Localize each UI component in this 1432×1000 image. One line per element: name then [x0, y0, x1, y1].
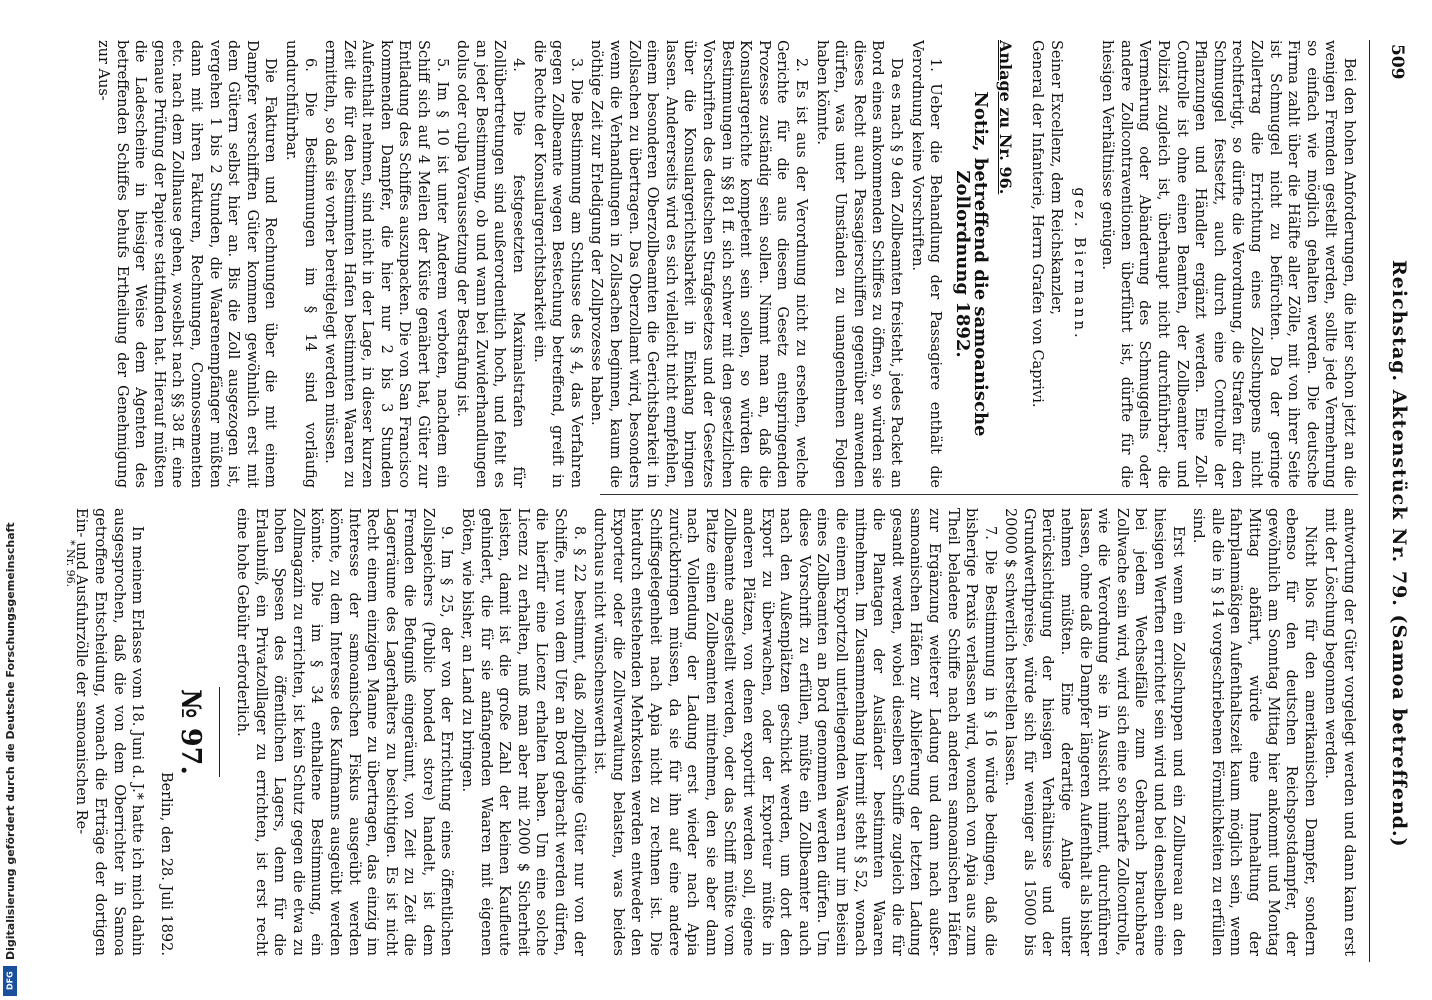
- text-paragraph: Nicht blos für den amerikanischen Dampfer, sondern ebenso für den deutschen Reichspostdampfer, der gewöhnlich am Sonntag Mittag hier ankommt und Montag Mittag abfährt, würde eine Innehaltung der fahrplanmäßigen Aufenthaltszeit kaum möglich sein, wenn alle die in § 14 vorgeschriebenen Förmlichkeiten zu erfüllen sind.: [1190, 508, 1318, 956]
- section-separator: [219, 687, 220, 777]
- left-text-column: [56, 40, 1358, 496]
- page-header: [1369, 40, 1410, 962]
- digitization-credit-strip: [2, 0, 18, 1000]
- digitization-credit-text: Digitalisierung gefördert durch die Deutsche Forschungsgemeinschaft: [4, 522, 17, 960]
- dfg-logo-icon: DFG: [3, 966, 17, 996]
- text-paragraph: 3. Die Bestimmung am Schlusse des § 4, das Verfahren gegen Zollbeamte wegen Bestechung betreffend, greift in die Rechte der Konsulargerichtsbarkeit ein.: [530, 40, 584, 488]
- page-number: 509: [1387, 44, 1407, 80]
- text-paragraph: 5. Im § 10 ist unter Anderem verboten, nachdem ein Schiff sich auf 4 Meilen der Küste genähert hat, Güter zur Entladung des Schiffes auszupacken. Die von San Francisco kommenden Dampfer, die hier nur 2 bis 3 Stunden Aufenthalt nehmen, sind nicht in der Lage, in dieser kurzen Zeit die für den bestimmten Hafen bestimmten Waaren zu ermitteln, so daß sie vorher bereitgelegt werden müssen.: [322, 40, 450, 488]
- column-divider: [600, 494, 1358, 495]
- document-number-heading: № 97.: [175, 689, 207, 775]
- text-paragraph: antwortung der Güter vorgelegt werden und dann kann erst mit der Löschung begonnen werden.: [1322, 508, 1357, 956]
- signature-line: gez. Biermann.: [1070, 187, 1087, 341]
- text-paragraph: 8. § 22 bestimmt, daß zollpflichtige Güter nur von der Schiffe, nur von dem Ufer an Bord gebracht werden dürfen, die hierfür eine Licenz erhalten haben. Um eine solche Licenz zu erhalten, muß man aber mit 2000 $ Sicherheit leisten, damit ist die große Zahl der kleinen Kaufleute gehindert, die für sie anfangenden Waaren mit eigenen Böten, wie bisher, an Land zu bringen.: [459, 508, 587, 956]
- text-paragraph: 6. Die Bestimmungen im § 14 sind vorläufig undurchführbar.: [282, 40, 318, 488]
- note-title: Notiz, betreffend die samoanische Zollordnung 1892.: [951, 91, 992, 437]
- text-paragraph: Bei den hohen Anforderungen, die hier schon jetzt an die wenigen Fremden gestellt werden, sollte jede Vermehrung so einfach wie möglich gehalten werden. Die deutsche Firma zahlt über die Hälfte aller Zölle, mit von ihrer Seite ist Schmuggel nicht zu befürchten. Da der geringe Zollertrag die Errichtung eines Zollschuppens nicht rechtfertigt, so dürfte die Verordnung, die Strafen für den Schmuggel festsetzt, auch durch eine Controlle der Pflanzungen und Händler ergänzt werden. Eine Zoll-Controlle ist ohne einen Beamten, der Zollbeamter und Polizist zugleich ist, überhaupt nicht durchführbar; die Vermehrung oder Abänderung des Schmuggelns oder andere Zollcontraventionen überführt ist, dürfte für die hiesigen Verhältnisse genügen.: [1099, 40, 1357, 488]
- dateline: Berlin, den 28. Juli 1892.: [157, 771, 174, 956]
- address-line: General der Infanterie, Herrn Grafen von Caprivi.: [1029, 40, 1046, 408]
- running-title: Reichstag. Aktenstück Nr. 79. (Samoa betreffend.): [1388, 260, 1410, 848]
- letter-body-paragraph: In meinem Erlasse vom 18. Juni d. J.* hatte ich mich dahin ausgesprochen, daß die von dem Oberrichter in Samoa getroffene Entscheidung, wonach die Erträge der dortigen Ein- und Ausfuhrzölle der samoanischen Re-: [73, 508, 146, 956]
- text-paragraph: Erst wenn ein Zollschuppen und ein Zollbureau an den hiesigen Werften errichtet sein wird und bei denselben eine bei jedem Wechselfälle zum Gebrauch brauchbare Zollwache sein wird, wird sich eine so scharfe Zollcontrolle, wie die Verordnung sie in Aussicht nimmt, durchführen lassen, ohne daß die Dampfer längeren Aufenthalt als bisher nehmen müßten. Eine derartige Anlage unter Berücksichtigung der hiesigen Verhältnisse und der Grundwerthpreise, würde sich für weniger als 15000 bis 20000 $ schwerlich herstellen lassen.: [1002, 508, 1186, 956]
- text-paragraph: 2. Es ist aus der Verordnung nicht zu ersehen, welche Gerichte für die aus diesem Gesetz entspringenden Prozesse zuständig sein sollen. Nimmt man an, daß die Konsulargerichte kompetent sein sollen, so würden die Bestimmungen in §§ 81 ff. sich schwer mit den gesetzlichen Vorschriften des deutschen Strafgesetzes und der Gesetzes über die Konsulargerichtsbarkeit in Einklang bringen lassen. Andererseits wird es sich vielleicht nicht empfehlen, einem besonderen Oberzollbeamten die Gerichtsbarkeit in Zollsachen zu übertragen. Das Oberzollamt wird, besonders wenn die Verhandlungen in Zollsachen beginnen, kaum die nöthige Zeit zur Erledigung der Zollprozesse haben.: [588, 40, 809, 488]
- address-line: Seiner Excellenz, dem Reichskanzler,: [1048, 40, 1065, 315]
- footnote: * Nr. 96.: [63, 540, 77, 588]
- text-paragraph: 9. Im § 25, der von der Errichtung eines öffentlichen Zollspeichers (Public bonded store) handelt, ist dem Fremden die Befugniß eingeräumt, von Zeit zu Zeit die Lagerräume des Lagerhalters zu besichtigen. Es ist nicht Recht einem einzigen Manne zu übertragen, das einzig im Interesse der samoanischen Fiskus ausgeübt werden könnte, zu dem Interesse des Kaufmanns ausgeübt werden könnte. Die im § 34 enthaltene Bestimmung, ein Zollmagazin zu errichten, ist kein Schutz gegen die etwa zu hohen Spesen des öffentlichen Lagers, denn für die Erlaubniß, ein Privatzolllager zu errichten, ist erst recht eine hohe Gebühr erforderlich.: [233, 508, 455, 956]
- text-paragraph: 4. Die festgesetzten Maximalstrafen für Zollübertretungen sind außerordentlich hoch, und fehlt es an jeder Bestimmung, ob und wann bei Zuwiderhandlungen dolus oder culpa Voraussetzung der Bestrafung ist.: [454, 40, 527, 488]
- text-paragraph: Da es nach § 9 den Zollbeamten freisteht, jedes Packet an Bord eines ankommenden Schiffes zu öffnen, so würden sie dieses Recht auch Passagierschiffen gegenüber anwenden dürfen, was unter Umständen zu unangenehmen Folgen haben könnte.: [813, 40, 904, 488]
- annex-heading: Anlage zu Nr. 96.: [995, 40, 1015, 195]
- text-paragraph: 1. Ueber die Behandlung der Passagiere enthält die Verordnung keine Vorschriften.: [908, 40, 944, 488]
- text-paragraph: Die Fakturen und Rechnungen über die mit einem Dampfer verschifften Güter kommen gewöhnlich erst mit dem Gütern selbst hier an. Bis die Zoll ausgezogen ist, vergehen 1 bis 2 Stunden, die Waarenempfänger müßten dann mit ihren Fakturen, Rechnungen, Connossementen etc. nach dem Zollhause gehen, woselbst nach §§ 38 ff. eine genaue Prüfung der Papiere stattfinden hat. Hierauf müßten die Ladescheine in hiesiger Weise dem Agenten des betreffenden Schiffes behufs Ertheilung der Genehmigung zur Aus-: [95, 40, 279, 488]
- right-text-column: [56, 508, 1358, 956]
- text-paragraph: 7. Die Bestimmung in § 16 würde bedingen, daß die bisherige Praxis verlassen wird, wonach von Apia aus zum Theil beladene Schiffe nach anderen samoanischen Häfen zur Ergänzung weiterer Ladung und dann nach außer-samoanischen Häfen zur Ablieferung der letzten Ladung gesandt werden, wobei dieselben Schiffe zugleich die für die Plantagen der Ausländer bestimmten Waaren mitnehmen. Im Zusammenhang hiermit steht § 52, wonach die einem Exportzoll unterliegenden Waaren nur im Beisein eines Zollbeamten an Bord genommen werden dürfen. Um diese Vorschrift zu erfüllen, müßte ein Zollbeamter auch nach den Außenplätzen geschickt werden, um dort den Export zu überwachen, oder der Exporteur müßte in anderen Plätzen, von denen exportirt werden soll, eigene Zollbeamte angestellt werden, oder das Schiff müßte vom Platze einen Zollbeamten mitnehmen, den sie aber dann nach Vollendung der Ladung erst wieder nach Apia zurückbringen müssen, da sie für ihn auf eine andere Schiffsgelegenheit nach Apia nicht zu rechnen ist. Die hierdurch entstehenden Mehrkosten werden entweder den Exporteur oder die Zollverwaltung belasten, was beides durchaus nicht wünschenswerth ist.: [591, 508, 998, 956]
- right-column-text: [232, 508, 1358, 956]
